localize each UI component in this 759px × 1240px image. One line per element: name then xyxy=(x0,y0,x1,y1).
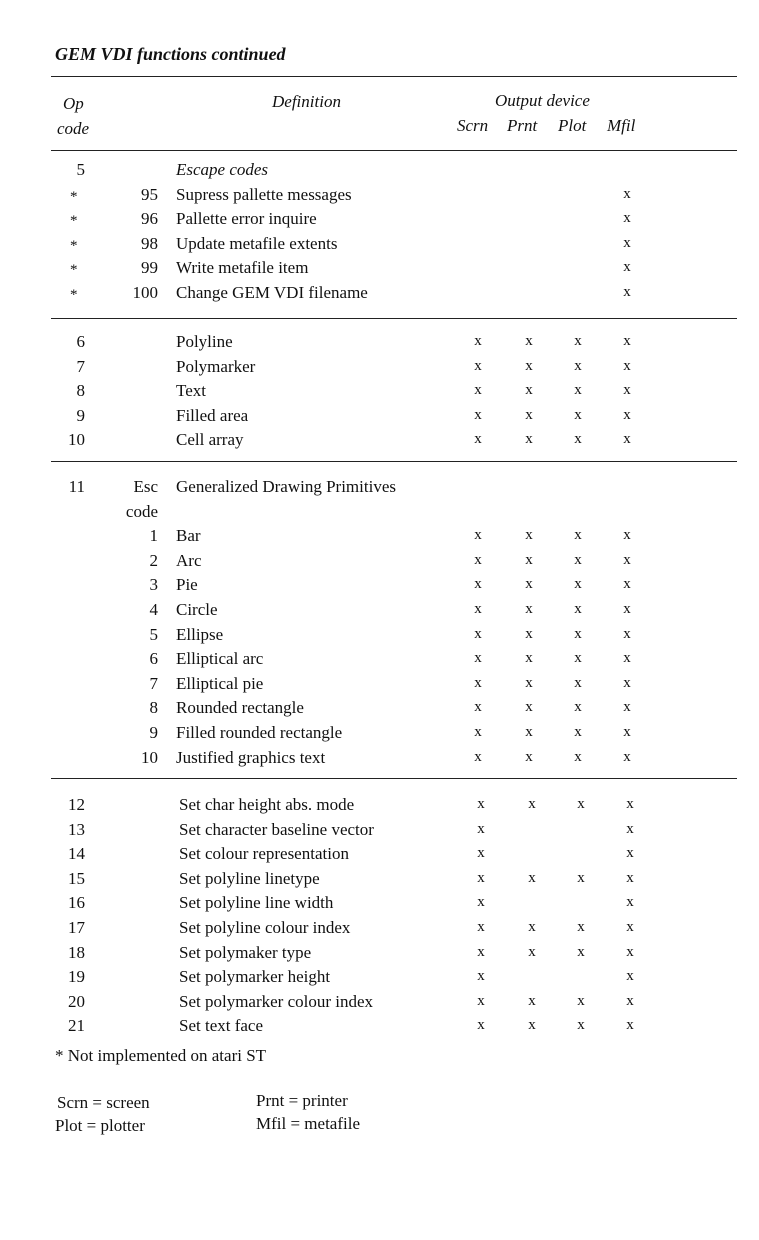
legend-prnt: Prnt = printer xyxy=(256,1091,348,1110)
device-mark-mfil: x xyxy=(623,724,631,740)
legend-plot: Plot = plotter xyxy=(55,1116,145,1135)
device-mark-scrn: x xyxy=(477,796,485,812)
header-top-rule xyxy=(51,76,737,77)
definition-text: Set colour representation xyxy=(179,844,349,864)
sub-code: 5 xyxy=(149,624,158,644)
device-mark-plot: x xyxy=(577,869,585,886)
device-mark-scrn: x xyxy=(474,748,482,765)
device-mark-scrn: x xyxy=(474,333,482,349)
device-mark-scrn: x xyxy=(474,699,482,716)
definition-text: Update metafile extents xyxy=(176,233,338,253)
device-mark-mfil: x xyxy=(623,699,631,716)
definition-text: Filled rounded rectangle xyxy=(176,723,343,742)
device-mark-scrn: x xyxy=(474,357,482,374)
device-mark-prnt: x xyxy=(525,382,533,399)
device-mark-mfil: x xyxy=(626,796,634,812)
group-divider-rule xyxy=(51,318,737,319)
device-mark-mfil: x xyxy=(623,210,631,227)
op-code: 15 xyxy=(68,868,85,888)
definition-text: Set polyline colour index xyxy=(179,918,351,937)
op-code: 14 xyxy=(68,844,85,864)
sub-code: 9 xyxy=(149,723,158,742)
sub-code: 10 xyxy=(141,747,158,767)
device-mark-plot: x xyxy=(574,551,582,568)
not-implemented-star: * xyxy=(70,213,78,230)
sub-code: 99 xyxy=(141,258,158,278)
device-mark-mfil: x xyxy=(623,333,631,349)
not-implemented-star: * xyxy=(70,262,78,279)
sub-code: Esc xyxy=(133,477,158,496)
device-mark-scrn: x xyxy=(474,551,482,568)
device-mark-mfil: x xyxy=(626,869,634,886)
device-mark-mfil: x xyxy=(623,284,631,300)
legend-scrn: Scrn = screen xyxy=(57,1093,150,1112)
device-mark-scrn: x xyxy=(477,943,485,960)
definition-text: Ellipse xyxy=(176,624,224,644)
device-mark-prnt: x xyxy=(525,748,533,765)
device-mark-scrn: x xyxy=(477,894,485,911)
device-mark-scrn: x xyxy=(477,820,485,837)
op-code: 10 xyxy=(68,430,85,450)
header-output-device: Output device xyxy=(495,91,590,110)
definition-text: Filled area xyxy=(176,405,249,425)
device-mark-plot: x xyxy=(574,625,582,642)
definition-text: Pie xyxy=(176,575,198,595)
definition-text: Text xyxy=(176,381,206,401)
device-mark-scrn: x xyxy=(477,992,485,1009)
op-code: 9 xyxy=(76,405,85,425)
device-mark-plot: x xyxy=(574,382,582,399)
device-mark-prnt: x xyxy=(525,333,533,349)
definition-text: Circle xyxy=(176,600,218,619)
device-mark-mfil: x xyxy=(626,968,634,985)
device-mark-plot: x xyxy=(574,601,582,617)
page-title: GEM VDI functions continued xyxy=(55,44,286,64)
device-mark-mfil: x xyxy=(623,601,631,617)
device-mark-scrn: x xyxy=(474,576,482,593)
header-definition: Definition xyxy=(272,92,341,111)
device-mark-mfil: x xyxy=(623,431,631,448)
device-mark-prnt: x xyxy=(525,527,533,544)
sub-code: 100 xyxy=(132,283,158,302)
op-code: 17 xyxy=(68,918,85,937)
definition-text: Polyline xyxy=(176,332,233,351)
device-mark-scrn: x xyxy=(477,869,485,886)
header-device-plot: Plot xyxy=(558,116,587,135)
not-implemented-star: * xyxy=(70,287,78,303)
op-code: 16 xyxy=(68,893,85,913)
sub-code: 4 xyxy=(149,600,158,619)
definition-text: Rounded rectangle xyxy=(176,698,304,718)
device-mark-prnt: x xyxy=(525,650,533,667)
definition-text: Set character baseline vector xyxy=(179,819,374,839)
device-mark-scrn: x xyxy=(474,601,482,617)
device-mark-mfil: x xyxy=(623,551,631,568)
not-implemented-star: * xyxy=(70,237,78,254)
sub-code: 6 xyxy=(149,649,158,669)
device-mark-mfil: x xyxy=(626,894,634,911)
op-code: 18 xyxy=(68,942,85,962)
sub-code: 98 xyxy=(141,233,158,253)
definition-text: Write metafile item xyxy=(176,258,309,278)
device-mark-mfil: x xyxy=(623,625,631,642)
sub-code: 7 xyxy=(149,673,158,693)
device-mark-prnt: x xyxy=(528,919,536,935)
definition-text: Cell array xyxy=(176,430,244,450)
sub-code: 95 xyxy=(141,184,158,204)
sub-code: 2 xyxy=(149,550,158,570)
device-mark-plot: x xyxy=(577,919,585,935)
device-mark-plot: x xyxy=(574,357,582,374)
device-mark-mfil: x xyxy=(626,919,634,935)
device-mark-plot: x xyxy=(574,674,582,691)
definition-text: Elliptical pie xyxy=(176,673,264,693)
device-mark-mfil: x xyxy=(623,406,631,423)
header-op: Op xyxy=(63,94,84,113)
device-mark-mfil: x xyxy=(626,992,634,1009)
op-code: 6 xyxy=(76,332,85,351)
device-mark-scrn: x xyxy=(474,527,482,544)
device-mark-plot: x xyxy=(574,748,582,765)
definition-text: Set char height abs. mode xyxy=(179,795,355,814)
op-code: 19 xyxy=(68,967,85,987)
definition-text: Set polyline linetype xyxy=(179,868,320,888)
device-mark-scrn: x xyxy=(474,674,482,691)
device-mark-scrn: x xyxy=(474,724,482,740)
device-mark-scrn: x xyxy=(474,625,482,642)
op-code: 5 xyxy=(76,160,85,179)
definition-text: Justified graphics text xyxy=(176,747,326,767)
device-mark-scrn: x xyxy=(477,1017,485,1034)
device-mark-plot: x xyxy=(574,406,582,423)
device-mark-plot: x xyxy=(577,992,585,1009)
device-mark-scrn: x xyxy=(477,968,485,985)
definition-text: Set polyline line width xyxy=(179,893,334,913)
device-mark-plot: x xyxy=(574,431,582,448)
device-mark-prnt: x xyxy=(525,551,533,568)
definition-text: Supress pallette messages xyxy=(176,184,352,204)
device-mark-prnt: x xyxy=(525,625,533,642)
device-mark-mfil: x xyxy=(623,674,631,691)
device-mark-mfil: x xyxy=(623,357,631,374)
sub-code: code xyxy=(125,501,158,521)
device-mark-mfil: x xyxy=(623,382,631,399)
device-mark-plot: x xyxy=(574,699,582,716)
sub-code: 1 xyxy=(149,526,158,546)
definition-text: Set text face xyxy=(179,1016,264,1036)
device-mark-scrn: x xyxy=(474,650,482,667)
device-mark-plot: x xyxy=(574,724,582,740)
sub-code: 8 xyxy=(149,698,158,718)
device-mark-plot: x xyxy=(577,943,585,960)
definition-text: Elliptical arc xyxy=(176,649,264,669)
device-mark-scrn: x xyxy=(474,431,482,448)
device-mark-mfil: x xyxy=(623,748,631,765)
device-mark-scrn: x xyxy=(474,382,482,399)
device-mark-prnt: x xyxy=(525,431,533,448)
device-mark-mfil: x xyxy=(623,650,631,667)
device-mark-mfil: x xyxy=(623,234,631,251)
group-divider-rule xyxy=(51,461,737,462)
op-code: 11 xyxy=(68,477,85,496)
op-code: 13 xyxy=(68,819,85,839)
device-mark-prnt: x xyxy=(525,406,533,423)
device-mark-plot: x xyxy=(577,1017,585,1034)
group-divider-rule xyxy=(51,778,737,779)
definition-text: Pallette error inquire xyxy=(176,209,317,229)
device-mark-mfil: x xyxy=(623,527,631,544)
device-mark-prnt: x xyxy=(525,674,533,691)
device-mark-prnt: x xyxy=(525,601,533,617)
definition-text: Escape codes xyxy=(176,160,269,179)
op-code: 8 xyxy=(76,381,85,401)
device-mark-prnt: x xyxy=(525,576,533,593)
definition-text: Bar xyxy=(176,526,201,546)
sub-code: 3 xyxy=(149,575,158,595)
not-implemented-star: * xyxy=(70,188,78,205)
definition-text: Set polymaker type xyxy=(179,942,312,962)
op-code: 7 xyxy=(76,356,85,376)
header-device-prnt: Prnt xyxy=(507,116,538,135)
device-mark-mfil: x xyxy=(626,1017,634,1034)
device-mark-mfil: x xyxy=(626,943,634,960)
definition-text: Change GEM VDI filename xyxy=(176,283,368,302)
header-code: code xyxy=(57,119,90,138)
device-mark-prnt: x xyxy=(525,357,533,374)
device-mark-prnt: x xyxy=(528,992,536,1009)
definition-text: Set polymarker colour index xyxy=(179,991,374,1011)
device-mark-scrn: x xyxy=(477,845,485,862)
device-mark-prnt: x xyxy=(525,699,533,716)
definition-text: Arc xyxy=(176,550,202,570)
header-device-mfil: Mfil xyxy=(607,116,636,135)
device-mark-mfil: x xyxy=(626,845,634,862)
footnote: * Not implemented on atari ST xyxy=(55,1046,267,1065)
header-device-scrn: Scrn xyxy=(457,116,489,135)
device-mark-plot: x xyxy=(574,650,582,667)
device-mark-prnt: x xyxy=(528,943,536,960)
device-mark-scrn: x xyxy=(474,406,482,423)
device-mark-prnt: x xyxy=(528,1017,536,1034)
device-mark-prnt: x xyxy=(528,869,536,886)
op-code: 12 xyxy=(68,795,85,814)
header-bottom-rule xyxy=(51,150,737,151)
device-mark-plot: x xyxy=(577,796,585,812)
device-mark-mfil: x xyxy=(626,820,634,837)
device-mark-prnt: x xyxy=(528,796,536,812)
device-mark-scrn: x xyxy=(477,919,485,935)
op-code: 20 xyxy=(68,991,85,1011)
sub-code: 96 xyxy=(141,209,158,229)
device-mark-mfil: x xyxy=(623,576,631,593)
device-mark-plot: x xyxy=(574,333,582,349)
op-code: 21 xyxy=(68,1016,85,1036)
device-mark-plot: x xyxy=(574,527,582,544)
definition-text: Set polymarker height xyxy=(179,967,331,987)
definition-text: Polymarker xyxy=(176,356,256,376)
definition-text: Generalized Drawing Primitives xyxy=(176,477,396,496)
device-mark-mfil: x xyxy=(623,259,631,276)
device-mark-plot: x xyxy=(574,576,582,593)
device-mark-prnt: x xyxy=(525,724,533,740)
legend-mfil: Mfil = metafile xyxy=(256,1114,361,1133)
device-mark-mfil: x xyxy=(623,185,631,202)
